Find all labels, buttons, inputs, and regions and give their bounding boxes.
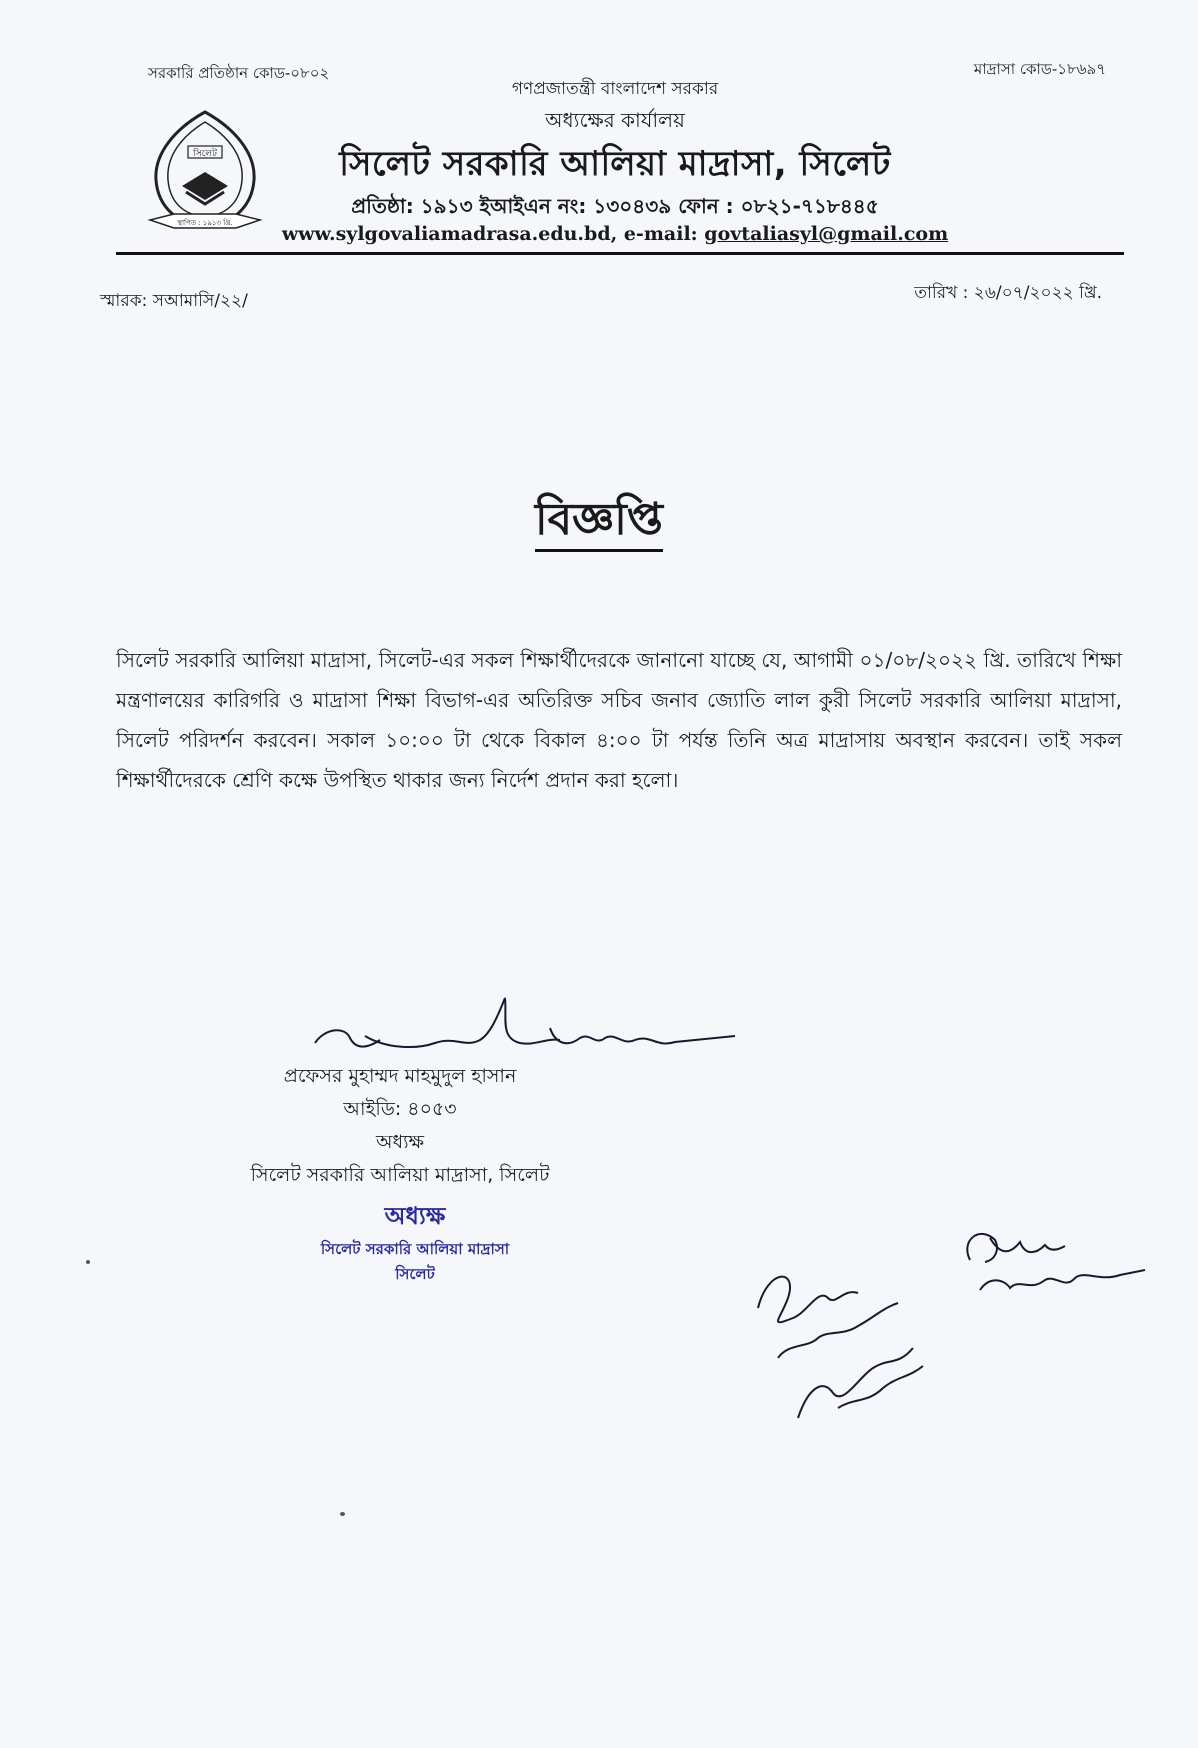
memo-date: তারিখ : ২৬/০৭/২০২২ খ্রি. — [914, 283, 1102, 303]
handwritten-note-right — [950, 1220, 1150, 1310]
office-name: অধ্যক্ষের কার্যালয় — [545, 108, 685, 132]
stamp-line1: সিলেট সরকারি আলিয়া মাদ্রাসা — [320, 1240, 510, 1258]
establishment-line: প্রতিষ্ঠা: ১৯১৩ ইআইএন নং: ১৩০৪৩৯ ফোন : ০৮২১-৭১৮৪৪৫ — [351, 194, 879, 218]
logo-text-bottom: স্থাপিত : ১৯১৩ খ্রি. — [177, 219, 233, 227]
paper-speck — [86, 1260, 90, 1264]
notice-title — [0, 486, 1198, 559]
notice-body: সিলেট সরকারি আলিয়া মাদ্রাসা, সিলেট-এর সকল শিক্ষার্থীদেরকে জানানো যাচ্ছে যে, আগামী ০১/০৮/২০২২ খ্রি. তারিখে শিক্ষা মন্ত্রণালয়ের কারিগরি ও মাদ্রাসা শিক্ষা বিভাগ-এর অতিরিক্ত সচিব জনাব জ্যোতি লাল কুরী সিলেট সরকারি আলিয়া মাদ্রাসা, সিলেট পরিদর্শন করবেন। সকাল ১০:০০ টা থেকে বিকাল ৪:০০ টা পর্যন্ত তিনি অত্র মাদ্রাসায় অবস্থান করবেন। তাই সকল শিক্ষার্থীদেরকে শ্রেণি কক্ষে উপস্থিত থাকার জন্য নির্দেশ প্রদান করা হলো। — [116, 648, 1122, 792]
logo-text-top: সিলেট — [193, 149, 217, 159]
signatory-name: প্রফেসর মুহাম্মদ মাহমুদুল হাসান — [283, 1065, 517, 1087]
notice-title-text: বিজ্ঞপ্তি — [535, 494, 663, 552]
signatory-id: আইডি: ৪০৫৩ — [343, 1098, 457, 1120]
header-divider — [116, 252, 1124, 255]
government-name: গণপ্রজাতন্ত্রী বাংলাদেশ সরকার — [511, 79, 719, 99]
institution-name: সিলেট সরকারি আলিয়া মাদ্রাসা, সিলেট — [339, 144, 891, 184]
stamp-line2: সিলেট — [395, 1265, 435, 1283]
signatory-designation: অধ্যক্ষ — [375, 1131, 424, 1153]
signatory-block — [200, 1060, 600, 1192]
handwritten-note-left — [748, 1248, 968, 1428]
signatory-institution: সিলেট সরকারি আলিয়া মাদ্রাসা, সিলেট — [250, 1164, 550, 1186]
stamp-title: অধ্যক্ষ — [384, 1202, 446, 1230]
paper-speck — [340, 1512, 345, 1516]
contact-line — [0, 223, 1198, 245]
email-link[interactable]: govtaliasyl@gmail.com — [704, 223, 949, 245]
memo-reference: স্মারক: সআমাসি/২২/ — [100, 291, 248, 311]
madrasa-code: মাদ্রাসা কোড-১৮৬৯৭ — [973, 60, 1106, 78]
website: www.sylgovaliamadrasa.edu.bd, e-mail: — [281, 223, 705, 245]
official-stamp — [250, 1198, 580, 1288]
institution-code: সরকারি প্রতিষ্ঠান কোড-০৮০২ — [148, 64, 330, 82]
